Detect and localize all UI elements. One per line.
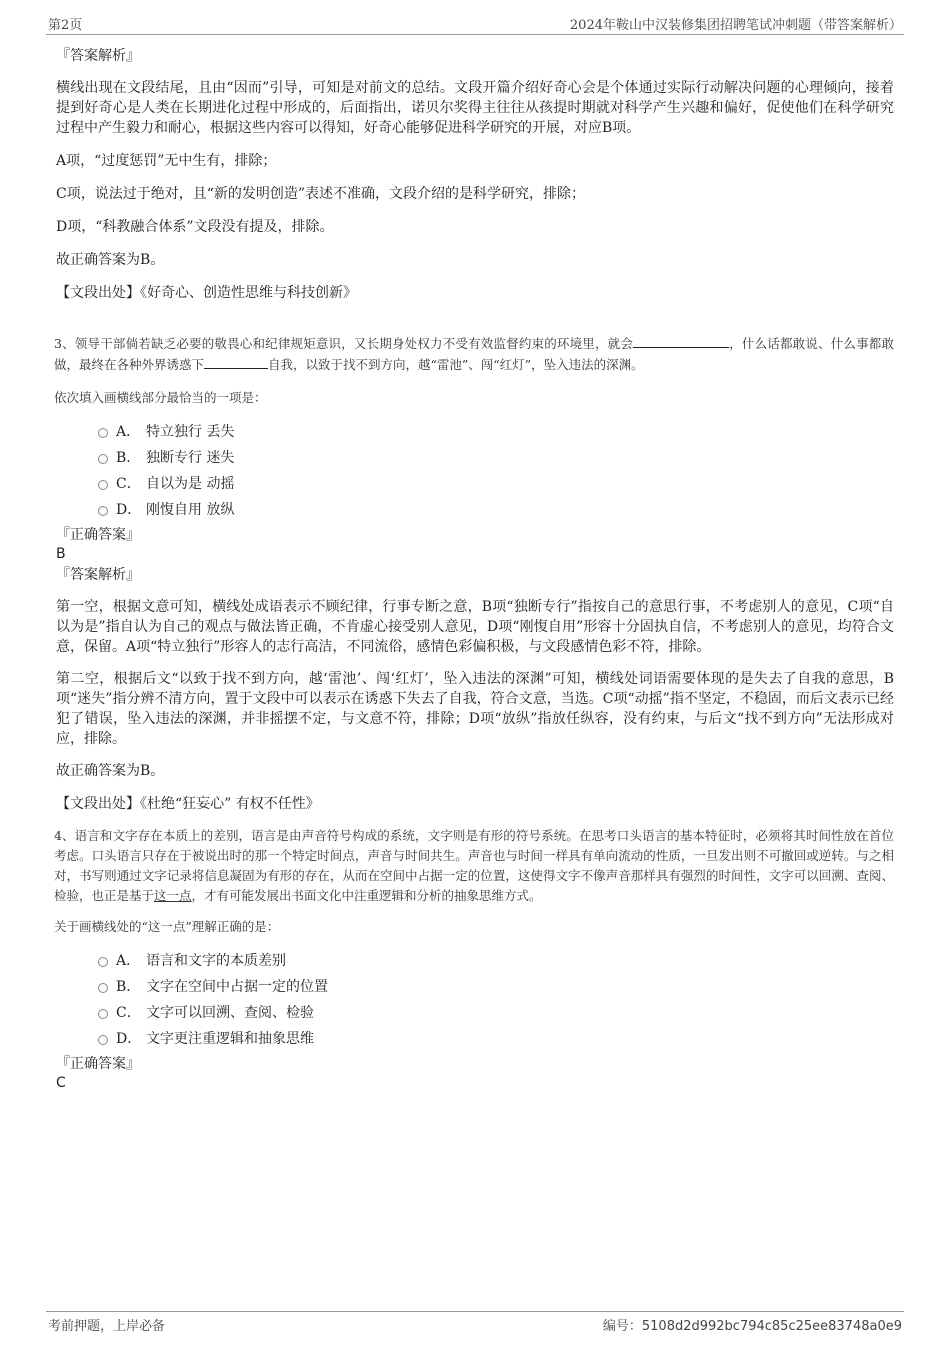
footer-slogan: 考前押题，上岸必备 xyxy=(48,1319,166,1334)
q3-option-d[interactable]: D． 刚愎自用 放纵 xyxy=(98,497,894,523)
page-footer xyxy=(46,1311,904,1334)
radio-icon[interactable] xyxy=(98,454,108,464)
radio-icon[interactable] xyxy=(98,506,108,516)
q3-analysis-p2: 第二空，根据后文“以致于找不到方向，越‘雷池’、闯‘红灯’，坠入违法的深渊”可知，横线处词语需要体现的是失去了自我的意思，B项“迷失”指分辨不清方向，置于文段中可以表示在诱惑下失去了自我，符合文意，当选。C项“动摇”指不坚定，不稳固，而后文表示已经犯了错误，坠入违法的深渊，并非摇摆不定，与文意不符，排除；D项“放纵”指放任纵容，没有约束，与后文“找不到方向”无法形成对应，排除。 xyxy=(56,671,894,747)
radio-icon[interactable] xyxy=(98,1035,108,1045)
radio-icon[interactable] xyxy=(98,428,108,438)
q2-analysis-p2: A项，“过度惩罚”无中生有，排除； xyxy=(56,153,277,169)
q4-answer: C xyxy=(56,1075,66,1091)
q3-stem: 3、领导干部倘若缺乏必要的敬畏心和纪律规矩意识，又长期身处权力不受有效监督约束的环境里，就会 ，什么话都敢说、什么事都敢做，最终在各种外界诱惑下 自我，以致于找不到方向，越“雷池”、闯“红灯”，坠入违法的深渊。 xyxy=(54,333,894,375)
q4-options xyxy=(56,948,894,1052)
q3-source: 【文段出处】《杜绝“狂妄心” 有权不任性》 xyxy=(56,796,320,812)
radio-icon[interactable] xyxy=(98,480,108,490)
page-header xyxy=(46,14,904,35)
q3-conclusion: 故正确答案为B。 xyxy=(56,763,165,779)
q4-option-c[interactable]: C． 文字可以回溯、查阅、检验 xyxy=(98,1000,894,1026)
q2-analysis-label: 『答案解析』 xyxy=(56,48,140,64)
q2-source: 【文段出处】《好奇心、创造性思维与科技创新》 xyxy=(56,285,357,301)
q3-prompt: 依次填入画横线部分最恰当的一项是： xyxy=(54,390,267,405)
q3-option-c[interactable]: C． 自以为是 动摇 xyxy=(98,471,894,497)
q3-blank-1 xyxy=(633,333,729,348)
page-content xyxy=(56,46,894,1092)
q4-option-d[interactable]: D． 文字更注重逻辑和抽象思维 xyxy=(98,1026,894,1052)
radio-icon[interactable] xyxy=(98,983,108,993)
q4-answer-label: 『正确答案』 xyxy=(56,1056,140,1072)
q4-prompt: 关于画横线处的“这一点”理解正确的是： xyxy=(54,919,280,934)
q3-analysis-p1: 第一空，根据文意可知，横线处成语表示不顾纪律，行事专断之意，B项“独断专行”指按自己的意思行事，不考虑别人的意见，C项“自以为是”指自认为自己的观点与做法皆正确，不肯虚心接受别人意见，D项“刚愎自用”形容十分固执自信，不考虑别人的意见，均符合文意，保留。A项“特立独行”形容人的志行高洁，不同流俗，感情色彩偏积极，与文段感情色彩不符，排除。 xyxy=(56,599,894,655)
radio-icon[interactable] xyxy=(98,1009,108,1019)
q2-analysis-p1: 横线出现在文段结尾，且由“因而”引导，可知是对前文的总结。文段开篇介绍好奇心会是个体通过实际行动解决问题的心理倾向，接着提到好奇心是人类在长期进化过程中形成的，后面指出，诺贝尔奖得主往往从孩提时期就对科学产生兴趣和偏好，促使他们在科学研究过程中产生毅力和耐心，根据这些内容可以得知，好奇心能够促进科学研究的开展，对应B项。 xyxy=(56,80,894,136)
q4-stem: 4、语言和文字存在本质上的差别，语言是由声音符号构成的系统，文字则是有形的符号系统。在思考口头语言的基本特征时，必须将其时间性放在首位考虑。口头语言只存在于被说出时的那一个特定时间点，声音与时间共生。声音也与时间一样具有单向流动的性质，一旦发出则不可撤回或逆转。与之相对，书写则通过文字记录将信息凝固为有形的存在，从而在空间中占据一定的位置，这使得文字不像声音那样具有强烈的时间性，文字可以回溯、查阅、检验，也正是基于这一点，才有可能发展出书面文化中注重逻辑和分析的抽象思维方式。 xyxy=(54,828,894,903)
q3-analysis-label: 『答案解析』 xyxy=(56,567,140,583)
q2-analysis-p4: D项，“科教融合体系”文段没有提及，排除。 xyxy=(56,219,334,235)
q3-answer: B xyxy=(56,546,66,562)
radio-icon[interactable] xyxy=(98,957,108,967)
page-number: 第2页 xyxy=(48,18,83,33)
q3-options xyxy=(56,419,894,523)
q3-option-b[interactable]: B． 独断专行 迷失 xyxy=(98,445,894,471)
q3-answer-label: 『正确答案』 xyxy=(56,527,140,543)
q4-option-a[interactable]: A． 语言和文字的本质差别 xyxy=(98,948,894,974)
q2-analysis-p3: C项，说法过于绝对，且“新的发明创造”表述不准确，文段介绍的是科学研究，排除； xyxy=(56,186,586,202)
q3-blank-2 xyxy=(204,354,268,369)
q3-option-a[interactable]: A． 特立独行 丢失 xyxy=(98,419,894,445)
q4-option-b[interactable]: B． 文字在空间中占据一定的位置 xyxy=(98,974,894,1000)
document-title: 2024年鞍山中汉装修集团招聘笔试冲刺题（带答案解析） xyxy=(569,18,902,33)
document-code: 编号：5108d2d992bc794c85c25ee83748a0e9 xyxy=(602,1319,902,1334)
q2-conclusion: 故正确答案为B。 xyxy=(56,252,165,268)
q4-underlined-phrase: 这一点 xyxy=(154,888,192,903)
